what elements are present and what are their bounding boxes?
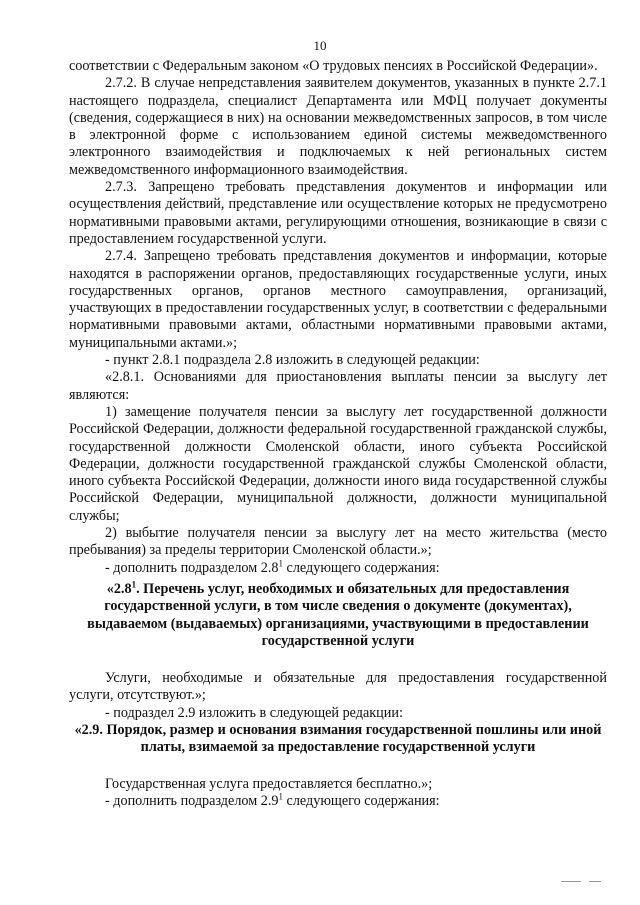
document-body (69, 58, 607, 810)
paragraph-2-7-4: 2.7.4. Запрещено требовать представления документов и информации, которые находятся в распоряжении органов, предоставляющих государственные услуги, иных государственных органов, органов местного самоуправления, организаций, участвующих в предоставлении государственных услуг, в соответствии с федеральными нормативными правовыми актами, областными нормативными правовыми актами, муниципальными актами.»; (69, 248, 607, 351)
text-part: - дополнить подразделом 2.8 (105, 559, 279, 576)
list-item-1: 1) замещение получателя пенсии за выслугу лет государственной должности Российской Федерации, должности федеральной государственной гражданской службы, государственной должности Смоленской области, иного субъекта Российской Федерации, должности государственной гражданской службы Смоленской области, иного субъекта Российской Федерации, должности иного вида государственной службы Российской Федерации, муниципальной должности, должности муниципальной службы; (69, 403, 607, 524)
text-part: - дополнить подразделом 2.9 (105, 792, 279, 809)
paragraph-services-absent: Услуги, необходимые и обязательные для предоставления государственной услуги, отсутствуют.»; (69, 670, 607, 704)
paragraph-add-2-8-1 (69, 557, 607, 577)
paragraph-2-7-3: 2.7.3. Запрещено требовать представления документов и информации или осуществления действий, представление или осуществление которых не предусмотрено нормативными правовыми актами, регулирующими отношения, возникающие в связи с предоставлением государственной услуги. (69, 179, 607, 247)
section-heading-2-8-1 (69, 581, 607, 650)
paragraph-amend-2-9: - подраздел 2.9 изложить в следующей редакции: (105, 704, 403, 721)
section-heading-2-9: «2.9. Порядок, размер и основания взимания государственной пошлины или иной платы, взимаемой за предоставление государственной услуги (74, 721, 602, 756)
footer-rule (589, 881, 601, 882)
footer-rule (561, 881, 581, 882)
text-part: следующего содержания: (282, 792, 440, 809)
paragraph-add-2-9-1 (69, 793, 607, 810)
paragraph-free-service: Государственная услуга предоставляется бесплатно.»; (105, 775, 433, 792)
paragraph-2-8-1: «2.8.1. Основаниями для приостановления выплаты пенсии за выслугу лет являются: (69, 369, 607, 403)
heading-part: . Перечень услуг, необходимых и обязательных для предоставления государственной услуги, в том числе сведения о документе (документах), выдаваемом (выдаваемых) организациями, участвующими в предоставлении государственной услуги (87, 580, 589, 649)
paragraph-amend-2-8-1: - пункт 2.8.1 подраздела 2.8 изложить в следующей редакции: (105, 352, 480, 369)
text-part: следующего содержания: (282, 559, 440, 576)
superscript: 1 (278, 557, 283, 568)
superscript: 1 (278, 791, 283, 802)
heading-part: «2.8 (106, 580, 132, 597)
paragraph-2-7-2: 2.7.2. В случае непредставления заявителем документов, указанных в пункте 2.7.1 настоящего подраздела, специалист Департамента или МФЦ получает документы (сведения, содержащиеся в них) на основании межведомственных запросов, в том числе в электронной форме с использованием единой системы межведомственного электронного взаимодействия и подключаемых к ней региональных систем межведомственного информационного взаимодействия. (69, 75, 607, 178)
page-number: 10 (313, 38, 327, 53)
superscript: 1 (131, 579, 137, 590)
paragraph-federal-law-reference: соответствии с Федеральным законом «О трудовых пенсиях в Российской Федерации». (69, 58, 598, 74)
list-item-2: 2) выбытие получателя пенсии за выслугу лет на место жительства (место пребывания) за пределы территории Смоленской области.»; (69, 525, 607, 559)
